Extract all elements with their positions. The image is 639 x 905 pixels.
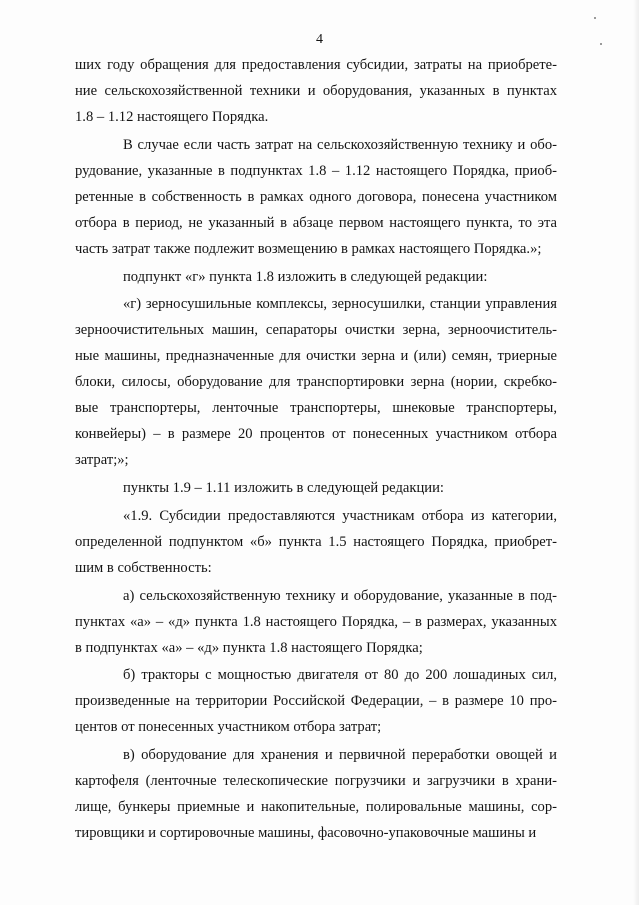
text-line: а) сельскохозяйственную технику и оборудование, указанные в под- <box>123 587 557 604</box>
text-line: лище, бункеры приемные и накопительные, полировальные машины, сор- <box>75 799 557 816</box>
text-line: 1.8 – 1.12 настоящего Порядка. <box>75 109 269 126</box>
text-line: определенной подпунктом «б» пункта 1.5 настоящего Порядка, приобрет- <box>75 533 557 550</box>
paragraph <box>75 662 557 740</box>
text-line: «г) зерносушильные комплексы, зерносушилки, станции управления <box>123 296 557 313</box>
scan-speck <box>600 43 602 45</box>
paragraph <box>75 264 557 290</box>
text-line: центов от понесенных участником отбора затрат; <box>75 719 382 736</box>
scan-speck <box>594 17 596 19</box>
text-line: В случае если часть затрат на сельскохозяйственную технику и обо- <box>123 136 557 153</box>
text-line: затрат;»; <box>75 452 129 469</box>
text-line: пунктах «а» – «д» пункта 1.8 настоящего Порядка, – в размерах, указанных <box>75 613 557 630</box>
text-line: конвейеры) – в размере 20 процентов от понесенных участником отбора <box>75 426 557 443</box>
text-line: вые транспортеры, ленточные транспортеры, шнековые транспортеры, <box>75 400 557 417</box>
paragraph <box>75 583 557 661</box>
document-body <box>75 52 557 848</box>
paragraph <box>75 52 557 130</box>
paragraph <box>75 132 557 262</box>
text-line: рудование, указанные в подпунктах 1.8 – 1.12 настоящего Порядка, приоб- <box>75 162 557 179</box>
text-line: ших году обращения для предоставления субсидии, затраты на приобрете- <box>75 57 557 73</box>
page-number: 4 <box>316 32 323 47</box>
text-line: зерноочистительных машин, сепараторы очистки зерна, зерноочиститель- <box>75 322 557 339</box>
text-line: часть затрат также подлежит возмещению в рамках настоящего Порядка.»; <box>75 240 542 257</box>
paragraph <box>75 742 557 846</box>
page-edge-shadow <box>633 0 639 905</box>
paragraph <box>75 291 557 473</box>
paragraph <box>75 475 557 501</box>
text-line: ные машины, предназначенные для очистки зерна и (или) семян, триерные <box>75 348 557 365</box>
text-line: тировщики и сортировочные машины, фасовочно-упаковочные машины и <box>75 825 537 842</box>
text-line: в подпунктах «а» – «д» пункта 1.8 настоящего Порядка; <box>75 639 423 656</box>
paragraph <box>75 503 557 581</box>
text-line: произведенные на территории Российской Федерации, – в размере 10 про- <box>75 693 557 710</box>
text-line: ние сельскохозяйственной техники и оборудования, указанных в пунктах <box>75 83 557 100</box>
text-line: пункты 1.9 – 1.11 изложить в следующей редакции: <box>123 480 444 497</box>
text-line: картофеля (ленточные телескопические погрузчики и загрузчики в храни- <box>75 773 557 790</box>
text-line: блоки, силосы, оборудование для транспортировки зерна (нории, скребко- <box>75 374 557 391</box>
text-line: отбора в период, не указанный в абзаце первом настоящего пункта, то эта <box>75 214 557 231</box>
text-line: «1.9. Субсидии предоставляются участникам отбора из категории, <box>123 507 557 524</box>
text-line: шим в собственность: <box>75 559 212 576</box>
text-line: в) оборудование для хранения и первичной переработки овощей и <box>123 746 557 763</box>
text-line: ретенные в собственность в рамках одного договора, понесена участником <box>75 188 557 205</box>
text-line: б) тракторы с мощностью двигателя от 80 до 200 лошадиных сил, <box>123 667 557 684</box>
text-line: подпункт «г» пункта 1.8 изложить в следующей редакции: <box>123 268 488 285</box>
